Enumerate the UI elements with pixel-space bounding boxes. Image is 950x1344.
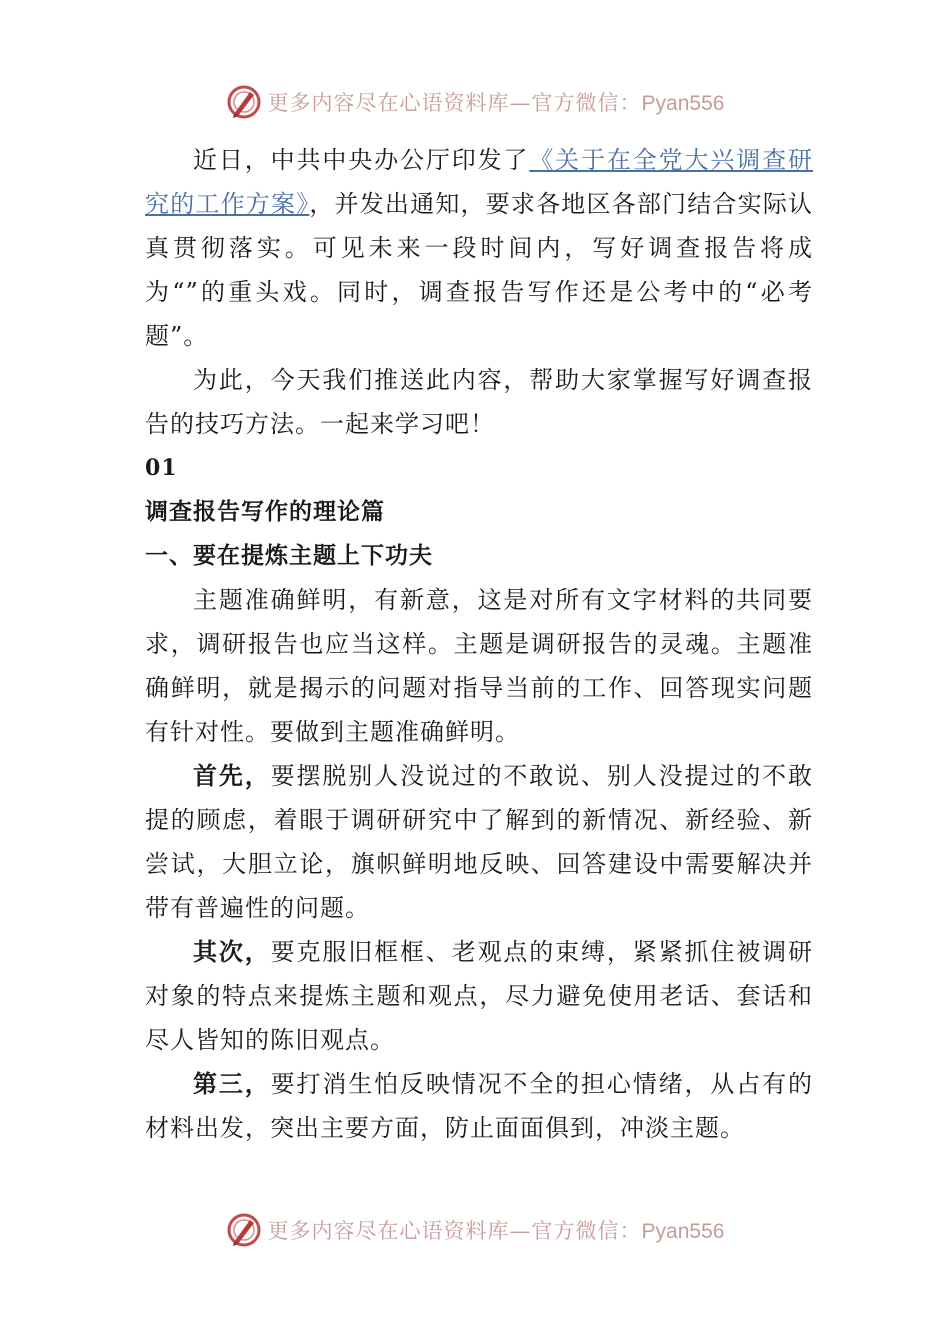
section-number: 01 bbox=[145, 455, 178, 481]
paragraph-purpose: 为此，今天我们推送此内容，帮助大家掌握写好调查报告的技巧方法。一起来学习吧！ bbox=[145, 366, 813, 438]
pen-logo-icon bbox=[226, 84, 262, 120]
lead-third: 第三， bbox=[193, 1070, 271, 1098]
watermark-text: 更多内容尽在心语资料库—官方微信：Pyan556 bbox=[267, 91, 725, 115]
watermark-id: Pyan556 bbox=[641, 92, 725, 115]
lead-second: 其次， bbox=[193, 938, 271, 966]
paragraph-intro: 近日，中共中央办公厅印发了《关于在全党大兴调查研究的工作方案》，并发出通知，要求各地区各部门结合实际认真贯彻落实。可见未来一段时间内，写好调查报告将成为“”的重头戏。同时，调查报告写作还是公考中的“必考题”。 bbox=[145, 146, 814, 350]
section-title: 调查报告写作的理论篇 bbox=[145, 499, 385, 525]
paragraph-first: 首先，要摆脱别人没说过的不敢说、别人没提过的不敢提的顾虑，着眼于调研研究中了解到的新情况、新经验、新尝试，大胆立论，旗帜鲜明地反映、回答建设中需要解决并带有普遍性的问题。 bbox=[145, 762, 813, 922]
paragraph-third: 第三，要打消生怕反映情况不全的担心情绪，从占有的材料出发，突出主要方面，防止面面俱到，冲淡主题。 bbox=[145, 1070, 813, 1142]
article-body bbox=[145, 138, 813, 1150]
pen-logo-icon bbox=[226, 1212, 262, 1248]
paragraph-theme: 主题准确鲜明，有新意，这是对所有文字材料的共同要求，调研报告也应当这样。主题是调研报告的灵魂。主题准确鲜明，就是揭示的问题对指导当前的工作、回答现实问题有针对性。要做到主题准确鲜明。 bbox=[145, 586, 813, 746]
footer-watermark bbox=[0, 1210, 950, 1250]
watermark-text: 更多内容尽在心语资料库—官方微信：Pyan556 bbox=[267, 1219, 725, 1243]
header-watermark bbox=[0, 82, 950, 122]
paragraph-second: 其次，要克服旧框框、老观点的束缚，紧紧抓住被调研对象的特点来提炼主题和观点，尽力避免使用老话、套话和尽人皆知的陈旧观点。 bbox=[145, 938, 813, 1054]
subheading: 一、要在提炼主题上下功夫 bbox=[145, 543, 433, 569]
document-link[interactable]: 《关于在全党大兴调查研究的工作方案》 bbox=[145, 146, 814, 218]
lead-first: 首先， bbox=[193, 762, 271, 790]
watermark-id: Pyan556 bbox=[641, 1220, 725, 1243]
